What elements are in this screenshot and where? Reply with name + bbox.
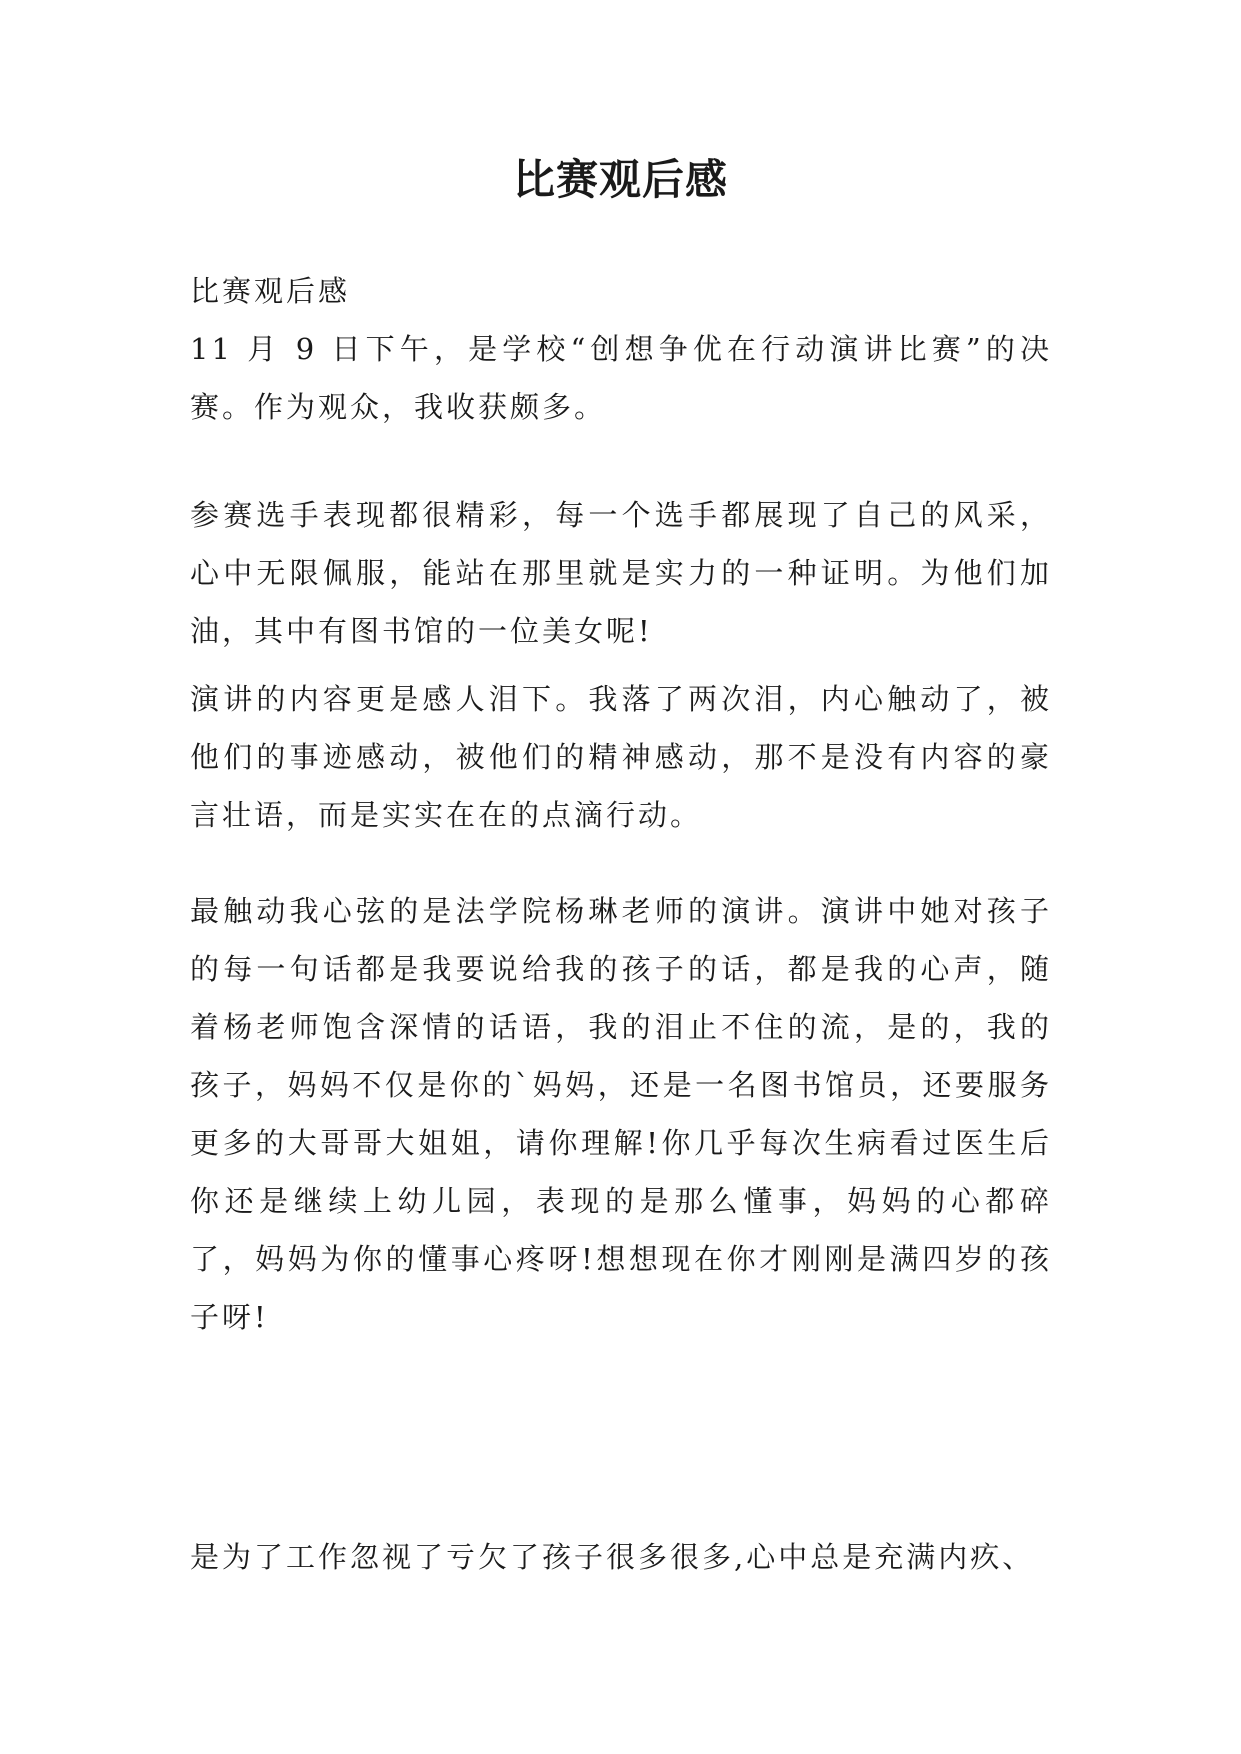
paragraph-3: 演讲的内容更是感人泪下。我落了两次泪，内心触动了，被他们的事迹感动，被他们的精神感动，那不是没有内容的豪言壮语，而是实实在在的点滴行动。	[190, 682, 1052, 832]
paragraph-2: 参赛选手表现都很精彩，每一个选手都展现了自己的风采，心中无限佩服，能站在那里就是实力的一种证明。为他们加油，其中有图书馆的一位美女呢!	[190, 498, 1052, 648]
document-title: 比赛观后感	[512, 155, 728, 204]
paragraph-5: 是为了工作忽视了亏欠了孩子很多很多,心中总是充满内疚、	[190, 1540, 1035, 1574]
paragraph-4: 最触动我心弦的是法学院杨琳老师的演讲。演讲中她对孩子的每一句话都是我要说给我的孩子的话，都是我的心声，随着杨老师饱含深情的话语，我的泪止不住的流，是的，我的孩子，妈妈不仅是你的`妈妈，还是一名图书馆员，还要服务更多的大哥哥大姐姐，请你理解!你几乎每次生病看过医生后你还是继续上幼儿园，表现的是那么懂事，妈妈的心都碎了，妈妈为你的懂事心疼呀!想想现在你才刚刚是满四岁的孩子呀!	[190, 894, 1052, 1334]
paragraph-1: 11 月 9 日下午，是学校“创想争优在行动演讲比赛”的决赛。作为观众，我收获颇多。	[190, 332, 1052, 424]
paragraph-heading: 比赛观后感	[190, 274, 351, 308]
